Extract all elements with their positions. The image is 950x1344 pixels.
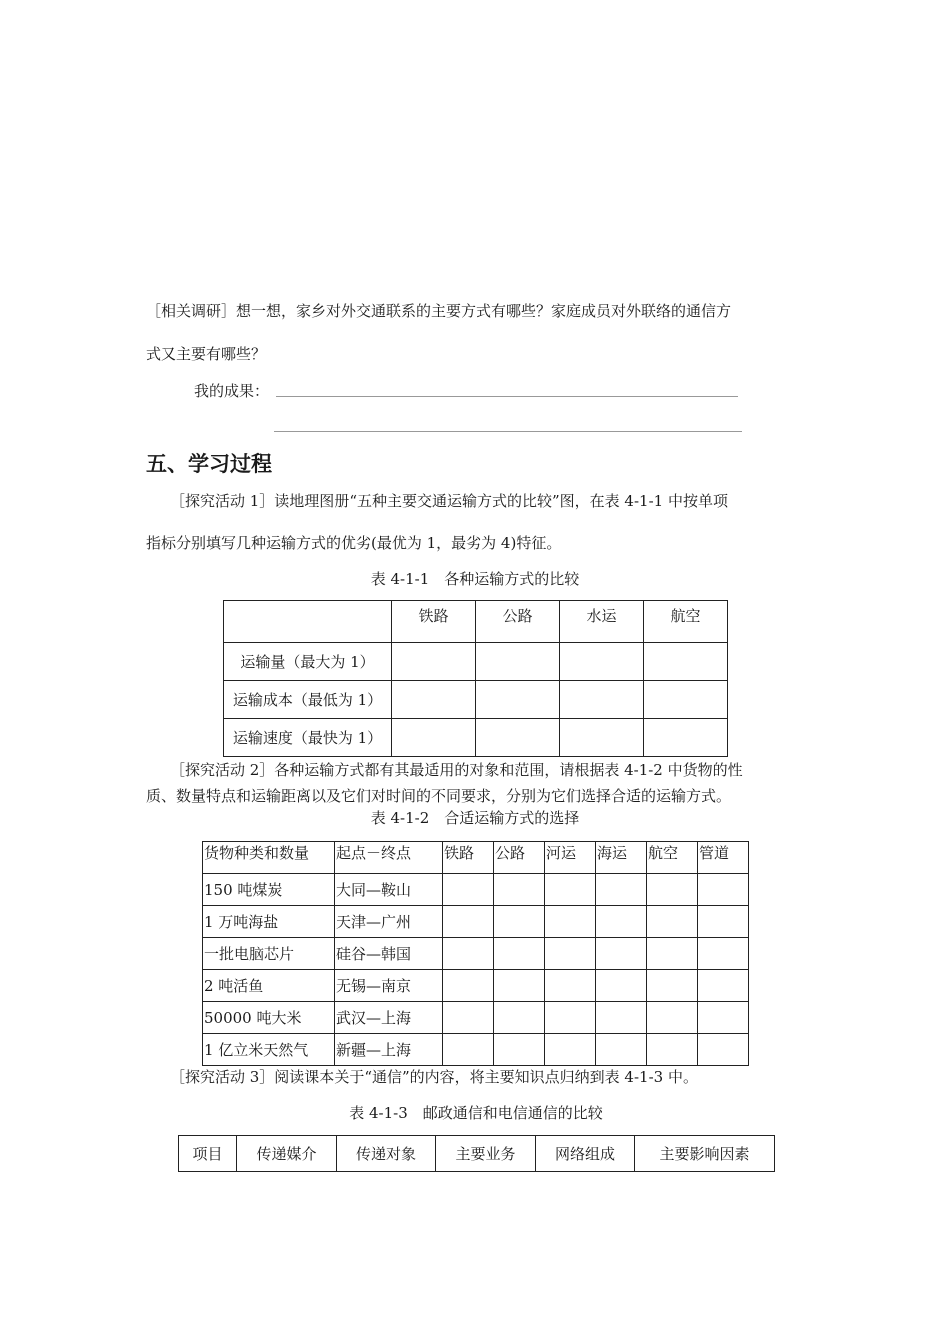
table-row [203,1002,749,1034]
header-cell: 起点－终点 [335,842,443,874]
header-cell: 项目 [179,1136,237,1172]
row-label: 运输量（最大为 1） [224,643,392,681]
blank-cell[interactable] [647,970,698,1002]
header-cell: 海运 [596,842,647,874]
table-header-row [203,842,749,874]
header-cell: 货物种类和数量 [203,842,335,874]
blank-cell[interactable] [545,874,596,906]
research-prompt-line2: 式又主要有哪些？ [146,345,267,363]
header-cell: 传递对象 [337,1136,436,1172]
research-prompt-line1: ［相关调研］想一想，家乡对外交通联系的主要方式有哪些？家庭成员对外联络的通信方 [146,302,732,320]
goods-cell: 一批电脑芯片 [203,938,335,970]
blank-cell[interactable] [596,874,647,906]
blank-cell[interactable] [494,1002,545,1034]
blank-cell[interactable] [647,1034,698,1066]
result-label: 我的成果： [194,382,270,400]
route-cell: 硅谷—韩国 [335,938,443,970]
blank-cell[interactable] [443,970,494,1002]
route-cell: 武汉—上海 [335,1002,443,1034]
activity2-line1: ［探究活动 2］各种运输方式都有其最适用的对象和范围，请根据表 4-1-2 中货物的性 [170,761,743,779]
table-row [224,719,728,757]
header-cell: 航空 [647,842,698,874]
table-row [224,643,728,681]
header-cell: 公路 [494,842,545,874]
header-cell [224,601,392,643]
row-label: 运输成本（最低为 1） [224,681,392,719]
goods-cell: 2 吨活鱼 [203,970,335,1002]
activity2-line2: 质、数量特点和运输距离以及它们对时间的不同要求，分别为它们选择合适的运输方式。 [146,787,732,805]
blank-cell[interactable] [443,906,494,938]
blank-cell[interactable] [698,1002,749,1034]
blank-cell[interactable] [494,970,545,1002]
blank-cell[interactable] [476,681,560,719]
answer-line-1[interactable] [276,396,738,397]
table1-caption: 表 4-1-1 各种运输方式的比较 [370,570,580,588]
blank-cell[interactable] [443,938,494,970]
blank-cell[interactable] [596,906,647,938]
answer-line-2[interactable] [274,431,742,432]
goods-cell: 50000 吨大米 [203,1002,335,1034]
blank-cell[interactable] [698,970,749,1002]
section-title: 五、学习过程 [146,452,272,476]
table-row [203,970,749,1002]
blank-cell[interactable] [392,643,476,681]
table-row [224,681,728,719]
goods-cell: 1 亿立米天然气 [203,1034,335,1066]
table-header-row [179,1136,775,1172]
blank-cell[interactable] [647,874,698,906]
blank-cell[interactable] [545,1002,596,1034]
transport-choice-table [202,841,749,1066]
blank-cell[interactable] [644,643,728,681]
header-cell: 网络组成 [536,1136,635,1172]
header-cell: 主要业务 [436,1136,536,1172]
blank-cell[interactable] [698,906,749,938]
blank-cell[interactable] [443,874,494,906]
blank-cell[interactable] [494,874,545,906]
blank-cell[interactable] [545,1034,596,1066]
blank-cell[interactable] [647,938,698,970]
header-cell: 航空 [644,601,728,643]
blank-cell[interactable] [596,1002,647,1034]
header-cell: 主要影响因素 [635,1136,775,1172]
transport-comparison-table [223,600,728,757]
communication-comparison-table [178,1135,775,1172]
row-label: 运输速度（最快为 1） [224,719,392,757]
header-cell: 铁路 [443,842,494,874]
blank-cell[interactable] [392,719,476,757]
route-cell: 新疆—上海 [335,1034,443,1066]
header-cell: 管道 [698,842,749,874]
table3-caption: 表 4-1-3 邮政通信和电信通信的比较 [349,1104,603,1122]
activity3-line1: ［探究活动 3］阅读课本关于“通信”的内容，将主要知识点归纳到表 4-1-3 中。 [170,1068,698,1086]
blank-cell[interactable] [392,681,476,719]
blank-cell[interactable] [698,1034,749,1066]
activity1-line1: ［探究活动 1］读地理图册“五种主要交通运输方式的比较”图，在表 4-1-1 中按单项 [170,492,728,510]
table-row [203,938,749,970]
blank-cell[interactable] [560,681,644,719]
blank-cell[interactable] [647,906,698,938]
blank-cell[interactable] [494,1034,545,1066]
blank-cell[interactable] [494,938,545,970]
blank-cell[interactable] [560,643,644,681]
header-cell: 公路 [476,601,560,643]
header-cell: 水运 [560,601,644,643]
blank-cell[interactable] [545,970,596,1002]
header-cell: 铁路 [392,601,476,643]
activity1-line2: 指标分别填写几种运输方式的优劣(最优为 1，最劣为 4)特征。 [146,534,562,552]
route-cell: 大同—鞍山 [335,874,443,906]
blank-cell[interactable] [596,1034,647,1066]
blank-cell[interactable] [560,719,644,757]
header-cell: 传递媒介 [237,1136,337,1172]
blank-cell[interactable] [476,643,560,681]
blank-cell[interactable] [476,719,560,757]
blank-cell[interactable] [545,906,596,938]
route-cell: 天津—广州 [335,906,443,938]
blank-cell[interactable] [443,1002,494,1034]
blank-cell[interactable] [596,970,647,1002]
blank-cell[interactable] [596,938,647,970]
table2-caption: 表 4-1-2 合适运输方式的选择 [370,809,580,827]
blank-cell[interactable] [494,906,545,938]
blank-cell[interactable] [443,1034,494,1066]
table-row [203,1034,749,1066]
blank-cell[interactable] [647,1002,698,1034]
table-row [203,874,749,906]
blank-cell[interactable] [698,938,749,970]
goods-cell: 150 吨煤炭 [203,874,335,906]
blank-cell[interactable] [644,681,728,719]
blank-cell[interactable] [545,938,596,970]
header-cell: 河运 [545,842,596,874]
blank-cell[interactable] [644,719,728,757]
table-header-row [224,601,728,643]
table-row [203,906,749,938]
goods-cell: 1 万吨海盐 [203,906,335,938]
route-cell: 无锡—南京 [335,970,443,1002]
blank-cell[interactable] [698,874,749,906]
